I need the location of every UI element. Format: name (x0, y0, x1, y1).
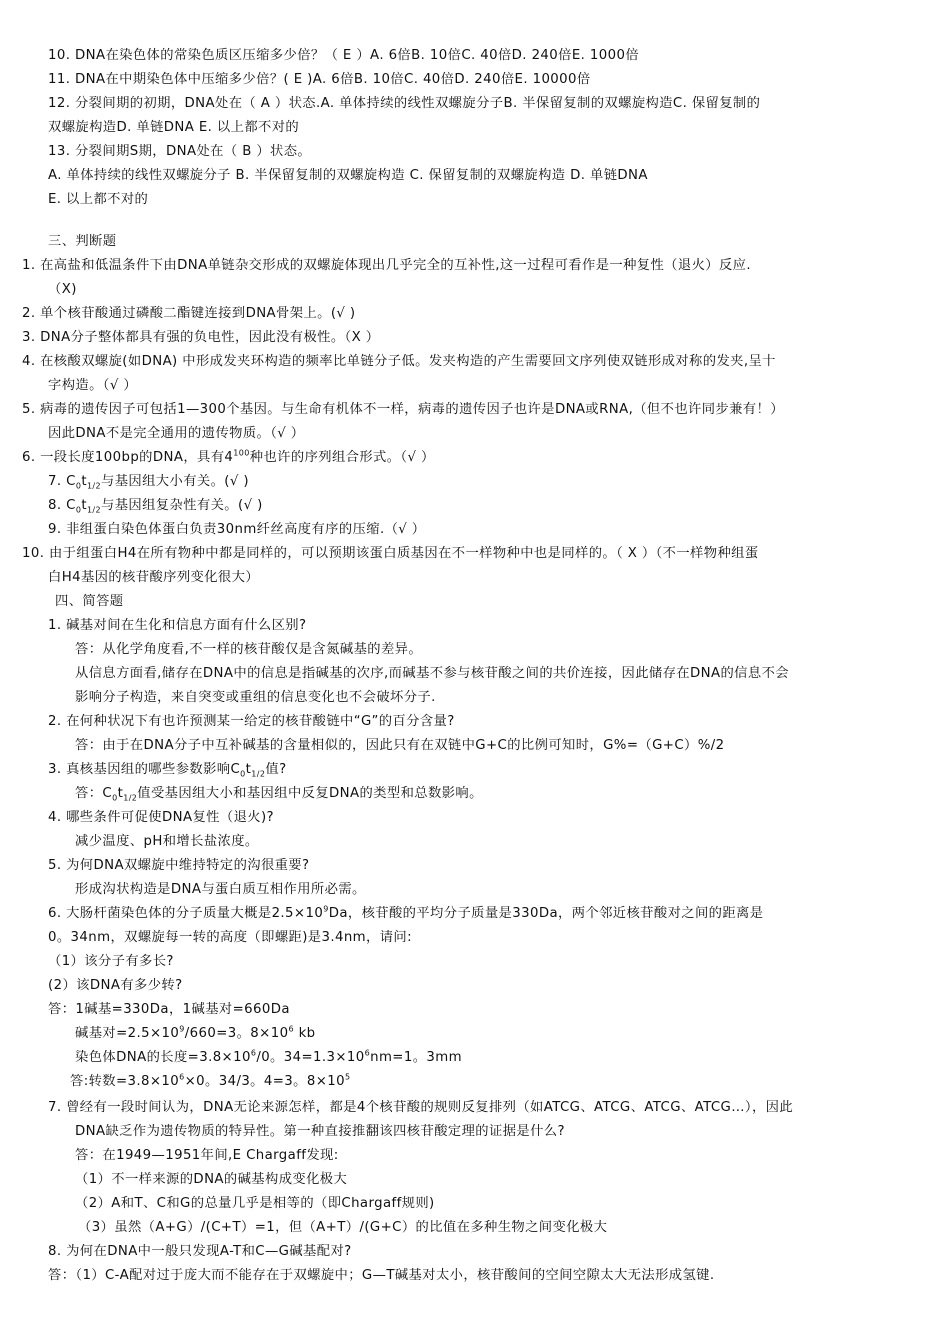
section-heading-judge: 三、判断题 (48, 234, 117, 249)
short-6-part-2: (2）该DNA有多少转? (48, 978, 183, 993)
question-10: 10. DNA在染色体的常染色质区压缩多少倍？（ E ）A. 6倍B. 10倍C. 40倍D. 240倍E. 1000倍 (48, 48, 640, 63)
short-6-answer-2: 碱基对$=2.5\times 10^9/660=3$。$8\times 10^6$ kb (75, 1024, 316, 1041)
short-6-part-1: （1）该分子有多长? (48, 954, 174, 969)
short-4-question: 4. 哪些条件可促使DNA复性（退火)? (48, 810, 275, 825)
short-5-question: 5. 为何DNA双螺旋中维持特定的沟很重要? (48, 858, 310, 873)
judge-8: 8. $C_0t_{1/2}$与基因组复杂性有关。(√ ) (48, 498, 263, 515)
question-13: 13. 分裂间期S期，DNA处在（ B ）状态。 (48, 144, 312, 159)
question-12-line-1: 12. 分裂间期的初期，DNA处在（ A ）状态.A. 单体持续的线性双螺旋分子B. 半保留复制的双螺旋构造C. 保留复制的 (48, 96, 761, 111)
judge-5-line-2: 因此DNA不是完全通用的遗传物质。（√ ） (48, 426, 305, 441)
judge-3: 3. DNA分子整体都具有强的负电性，因此没有极性。（X ） (22, 330, 380, 345)
short-6-answer-4: 答:转数$=3.8\times 10^6\times 0$。34/3。4=3。$8\times 10^5$ (70, 1072, 351, 1089)
short-6-answer-3: 染色体DNA的长度$=3.8\times 10^6/0$。$34=1.3\times 10^6nm=1$。3mm (75, 1048, 462, 1065)
short-1-answer-3: 影响分子构造，来自突变或重组的信息变化也不会破坏分子. (75, 690, 436, 705)
short-3-answer: 答：$C_0t_{1/2}$值受基因组大小和基因组中反复DNA的类型和总数影响。 (75, 786, 483, 803)
short-8-question: 8. 为何在DNA中一般只发现A-T和C—G碱基配对? (48, 1244, 352, 1259)
judge-10-line-2: 白H4基因的核苷酸序列变化很大） (48, 570, 260, 585)
judge-1-line-2: （X) (48, 282, 77, 297)
short-4-answer: 减少温度、pH和增长盐浓度。 (75, 834, 259, 849)
judge-7: 7. $C_0t_{1/2}$与基因组大小有关。(√ ) (48, 474, 249, 491)
short-2-question: 2. 在何种状况下有也许预测某一给定的核苷酸链中“G”的百分含量? (48, 714, 455, 729)
judge-2: 2. 单个核苷酸通过磷酸二酯键连接到DNA骨架上。(√ ) (22, 306, 356, 321)
short-7-answer-2: （1）不一样来源的DNA的碱基构成变化极大 (75, 1172, 348, 1187)
short-7-answer-4: （3）虽然（A+G）/(C+T）=1，但（A+T）/(G+C）的比值在多种生物之间变化极大 (78, 1220, 608, 1235)
judge-10-line-1: 10. 由于组蛋白H4在所有物种中都是同样的，可以预期该蛋白质基因在不一样物种中也是同样的。（ X ）（不一样物种组蛋 (22, 546, 759, 561)
question-13-option-e: E. 以上都不对的 (48, 192, 149, 207)
short-7-answer-3: （2）A和T、C和G的总量几乎是相等的（即Chargaff规则) (75, 1196, 435, 1211)
question-12-line-2: 双螺旋构造D. 单链DNA E. 以上都不对的 (48, 120, 300, 135)
short-7-question-2: DNA缺乏作为遗传物质的特异性。第一种直接推翻该四核苷酸定理的证据是什么? (75, 1124, 565, 1139)
short-1-question: 1. 碱基对间在生化和信息方面有什么区别? (48, 618, 307, 633)
short-3-question: 3. 真核基因组的哪些参数影响$C_0t_{1/2}$值? (48, 762, 287, 779)
short-6-question-2: 0。34nm，双螺旋每一转的高度（即螺距)是3.4nm，请问: (48, 930, 412, 945)
question-11: 11. DNA在中期染色体中压缩多少倍？( E )A. 6倍B. 10倍C. 40倍D. 240倍E. 10000倍 (48, 72, 591, 87)
judge-1-line-1: 1. 在高盐和低温条件下由DNA单链杂交形成的双螺旋体现出几乎完全的互补性,这一过程可看作是一种复性（退火）反应. (22, 258, 751, 273)
short-7-question-1: 7. 曾经有一段时间认为，DNA无论来源怎样，都是4个核苷酸的规则反复排列（如ATCG、ATCG、ATCG、ATCG…），因此 (48, 1100, 794, 1115)
judge-9: 9. 非组蛋白染色体蛋白负责30nm纤丝高度有序的压缩.（√ ） (48, 522, 426, 537)
short-6-question-1: 6. 大肠杆菌染色体的分子质量大概是$2.5\times 10^9Da$，核苷酸的平均分子质量是330Da，两个邻近核苷酸对之间的距离是 (48, 904, 764, 921)
short-8-answer: 答：（1）C-A配对过于庞大而不能存在于双螺旋中；G—T碱基对太小，核苷酸间的空间空隙太大无法形成氢键. (48, 1268, 715, 1283)
judge-4-line-1: 4. 在核酸双螺旋(如DNA) 中形成发夹环构造的频率比单链分子低。发夹构造的产生需要回文序列使双链形成对称的发夹,呈十 (22, 354, 776, 369)
short-7-answer-1: 答：在1949—1951年间,E Chargaff发现: (75, 1148, 339, 1163)
judge-5-line-1: 5. 病毒的遗传因子可包括1—300个基因。与生命有机体不一样，病毒的遗传因子也许是DNA或RNA,（但不也许同步兼有！） (22, 402, 784, 417)
judge-6: 6. 一段长度100bp的DNA，具有$4^{100}$种也许的序列组合形式。（√ ） (22, 448, 435, 465)
question-13-options: A. 单体持续的线性双螺旋分子 B. 半保留复制的双螺旋构造 C. 保留复制的双螺旋构造 D. 单链DNA (48, 168, 648, 183)
short-1-answer-2: 从信息方面看,储存在DNA中的信息是指碱基的次序,而碱基不参与核苷酸之间的共价连接，因此储存在DNA的信息不会 (75, 666, 789, 681)
short-2-answer: 答：由于在DNA分子中互补碱基的含量相似的，因此只有在双链中G+C的比例可知时，G%=（G+C）%/2 (75, 738, 725, 753)
section-heading-short: 四、简答题 (55, 594, 124, 609)
short-1-answer-1: 答：从化学角度看,不一样的核苷酸仅是含氮碱基的差异。 (75, 642, 423, 657)
short-5-answer: 形成沟状构造是DNA与蛋白质互相作用所必需。 (75, 882, 366, 897)
short-6-answer-1: 答：1碱基=330Da，1碱基对=660Da (48, 1002, 290, 1017)
judge-4-line-2: 字构造。（√ ） (48, 378, 138, 393)
